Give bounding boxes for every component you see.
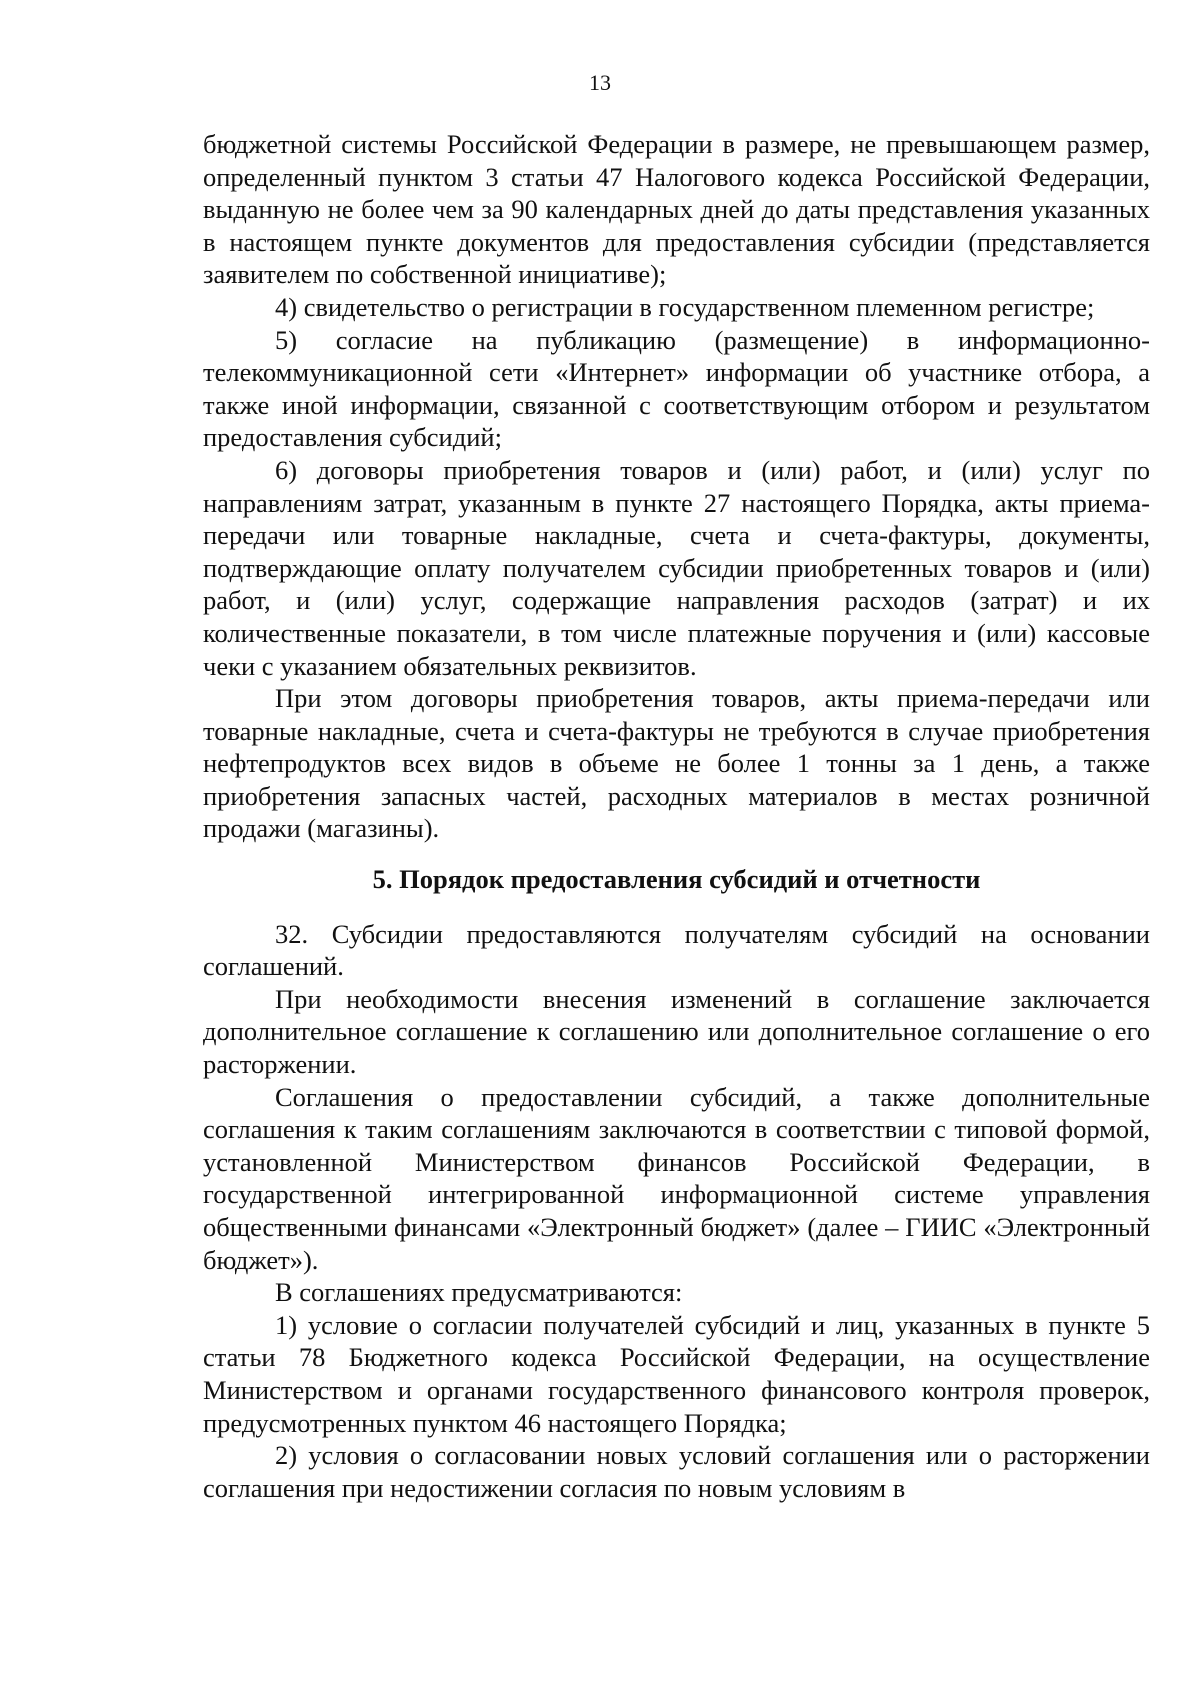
paragraph-agreements: Соглашения о предоставлении субсидий, а также дополнительные соглашения к таким соглашениям заключаются в соответствии с типовой формой, установленной Министерством финансов Российской Федерации, в государственной интегрированной информационной системе управления общественными финансами «Электронный бюджет» (далее – ГИИС «Электронный бюджет»). [203,1081,1150,1275]
section-heading: 5. Порядок предоставления субсидий и отчетности [372,864,981,895]
paragraph-provision-2: 2) условия о согласовании новых условий соглашения или о расторжении соглашения при недостижении согласия по новым условиям в [203,1440,1150,1503]
paragraph-32: 32. Субсидии предоставляются получателям субсидий на основании соглашений. [203,918,1150,982]
paragraph-exception: При этом договоры приобретения товаров, акты приема-передачи или товарные накладные, счета и счета-фактуры не требуются в случае приобретения нефтепродуктов всех видов в объеме не более 1 тонны за 1 день, а также приобретения запасных частей, расходных материалов в местах розничной продажи (магазины). [203,683,1150,844]
paragraph-item-5: 5) согласие на публикацию (размещение) в информационно-телекоммуникационной сети «Интернет» информации об участнике отбора, а также иной информации, связанной с соответствующим отбором и результатом предоставления субсидий; [203,324,1150,453]
paragraph-provisions-intro: В соглашениях предусматриваются: [275,1277,683,1308]
paragraph-item-4: 4) свидетельство о регистрации в государственном племенном регистре; [275,291,1095,322]
paragraph-item-6: 6) договоры приобретения товаров и (или) работ, и (или) услуг по направлениям затрат, указанным в пункте 27 настоящего Порядка, акты приема-передачи или товарные накладные, счета и счета-фактуры, документы, подтверждающие оплату получателем субсидии приобретенных товаров и (или) работ, и (или) услуг, содержащие направления расходов (затрат) и их количественные показатели, в том числе платежные поручения и (или) кассовые чеки с указанием обязательных реквизитов. [203,454,1150,681]
paragraph-provision-1: 1) условие о согласии получателей субсидий и лиц, указанных в пункте 5 статьи 78 Бюджетного кодекса Российской Федерации, на осуществление Министерством и органами государственного финансового контроля проверок, предусмотренных пунктом 46 настоящего Порядка; [203,1309,1150,1438]
paragraph-continued: бюджетной системы Российской Федерации в размере, не превышающем размер, определенный пунктом 3 статьи 47 Налогового кодекса Российской Федерации, выданную не более чем за 90 календарных дней до даты представления указанных в настоящем пункте документов для предоставления субсидии (представляется заявителем по собственной инициативе); [203,129,1150,290]
paragraph-amendments: При необходимости внесения изменений в соглашение заключается дополнительное соглашение к соглашению или дополнительное соглашение о его расторжении. [203,983,1150,1080]
page-number: 13 [589,70,611,95]
document-body [203,128,1150,1504]
